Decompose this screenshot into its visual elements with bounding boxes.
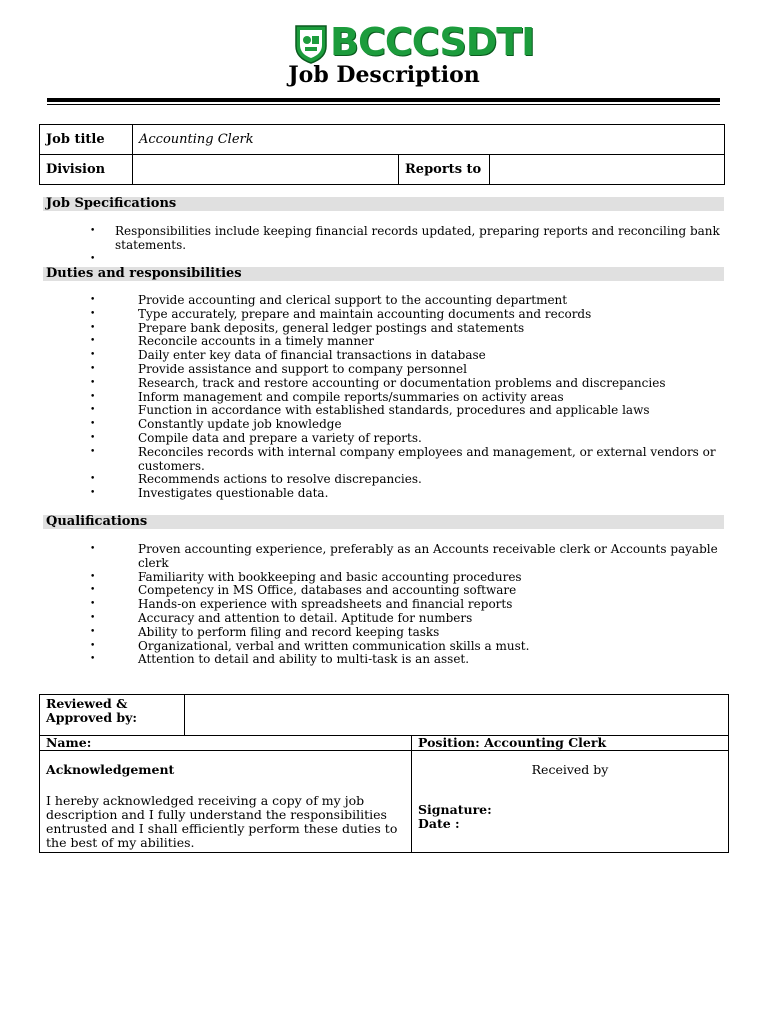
list-item: • Reconciles records with internal company employees and management, or external vendors or customers. — [90, 446, 720, 474]
list-item: • Competency in MS Office, databases and accounting software — [90, 584, 720, 598]
acknowledgement-text: I hereby acknowledged receiving a copy of my job description and I fully understand the responsibilities entrusted and I shall efficiently perform these duties to the best of my abilities. — [46, 793, 398, 850]
shield-crest-icon — [296, 26, 326, 63]
division-label: Division — [40, 155, 133, 185]
logo-wordmark: BCCCSDTI — [330, 20, 535, 64]
job-specifications-list — [90, 225, 720, 265]
list-item: • Recommends actions to resolve discrepancies. — [90, 473, 720, 487]
list-item: • Provide assistance and support to company personnel — [90, 363, 720, 377]
section-heading-qualifications: Qualifications — [43, 515, 724, 529]
list-item — [90, 253, 720, 265]
list-item: • Constantly update job knowledge — [90, 418, 720, 432]
duties-list — [90, 294, 720, 501]
list-item: • Prepare bank deposits, general ledger postings and statements — [90, 322, 720, 336]
list-item: • Ability to perform filing and record keeping tasks — [90, 626, 720, 640]
list-item: • Familiarity with bookkeeping and basic accounting procedures — [90, 571, 720, 585]
list-item: • Research, track and restore accounting or documentation problems and discrepancies — [90, 377, 720, 391]
date-label: Date : — [418, 816, 460, 831]
list-item: • Accuracy and attention to detail. Aptitude for numbers — [90, 612, 720, 626]
reviewed-approved-value — [185, 695, 729, 736]
list-item: • Type accurately, prepare and maintain accounting documents and records — [90, 308, 720, 322]
job-info-table — [39, 124, 725, 185]
list-item: • Proven accounting experience, preferably as an Accounts receivable clerk or Accounts payable clerk — [90, 543, 720, 571]
table-row — [40, 736, 729, 751]
acknowledgement-heading: Acknowledgement — [46, 762, 175, 777]
header-divider — [47, 98, 720, 102]
position-label: Position: Accounting Clerk — [412, 736, 729, 751]
table-row — [40, 751, 729, 853]
document-title: Job Description — [288, 62, 480, 88]
signature-cell — [412, 751, 729, 853]
job-title-value: Accounting Clerk — [133, 125, 725, 155]
table-row — [40, 155, 725, 185]
list-item: • Function in accordance with established standards, procedures and applicable laws — [90, 404, 720, 418]
section-heading-duties: Duties and responsibilities — [43, 267, 724, 281]
list-item: • Daily enter key data of financial transactions in database — [90, 349, 720, 363]
list-item: • Investigates questionable data. — [90, 487, 720, 501]
header-divider-thin — [47, 104, 720, 105]
list-item: • Reconcile accounts in a timely manner — [90, 335, 720, 349]
table-row — [40, 695, 729, 736]
qualifications-list — [90, 543, 720, 667]
signature-label: Signature: — [418, 802, 492, 817]
approval-table — [39, 694, 729, 853]
name-label: Name: — [40, 736, 412, 751]
received-by-label: Received by — [531, 762, 609, 777]
reports-to-label: Reports to — [399, 155, 490, 185]
acknowledgement-cell — [40, 751, 412, 853]
section-heading-job-specifications: Job Specifications — [43, 197, 724, 211]
reports-to-value — [490, 155, 725, 185]
job-title-label: Job title — [40, 125, 133, 155]
table-row — [40, 125, 725, 155]
list-item: • Provide accounting and clerical support to the accounting department — [90, 294, 720, 308]
list-item: • Inform management and compile reports/summaries on activity areas — [90, 391, 720, 405]
list-item: • Attention to detail and ability to multi-task is an asset. — [90, 653, 720, 667]
list-item: • Hands-on experience with spreadsheets and financial reports — [90, 598, 720, 612]
list-item: • Organizational, verbal and written communication skills a must. — [90, 640, 720, 654]
division-value — [133, 155, 399, 185]
list-item: • Compile data and prepare a variety of reports. — [90, 432, 720, 446]
list-item: • Responsibilities include keeping financial records updated, preparing reports and reconciling bank statements. — [90, 225, 720, 253]
reviewed-approved-label: Reviewed & Approved by: — [40, 695, 185, 736]
